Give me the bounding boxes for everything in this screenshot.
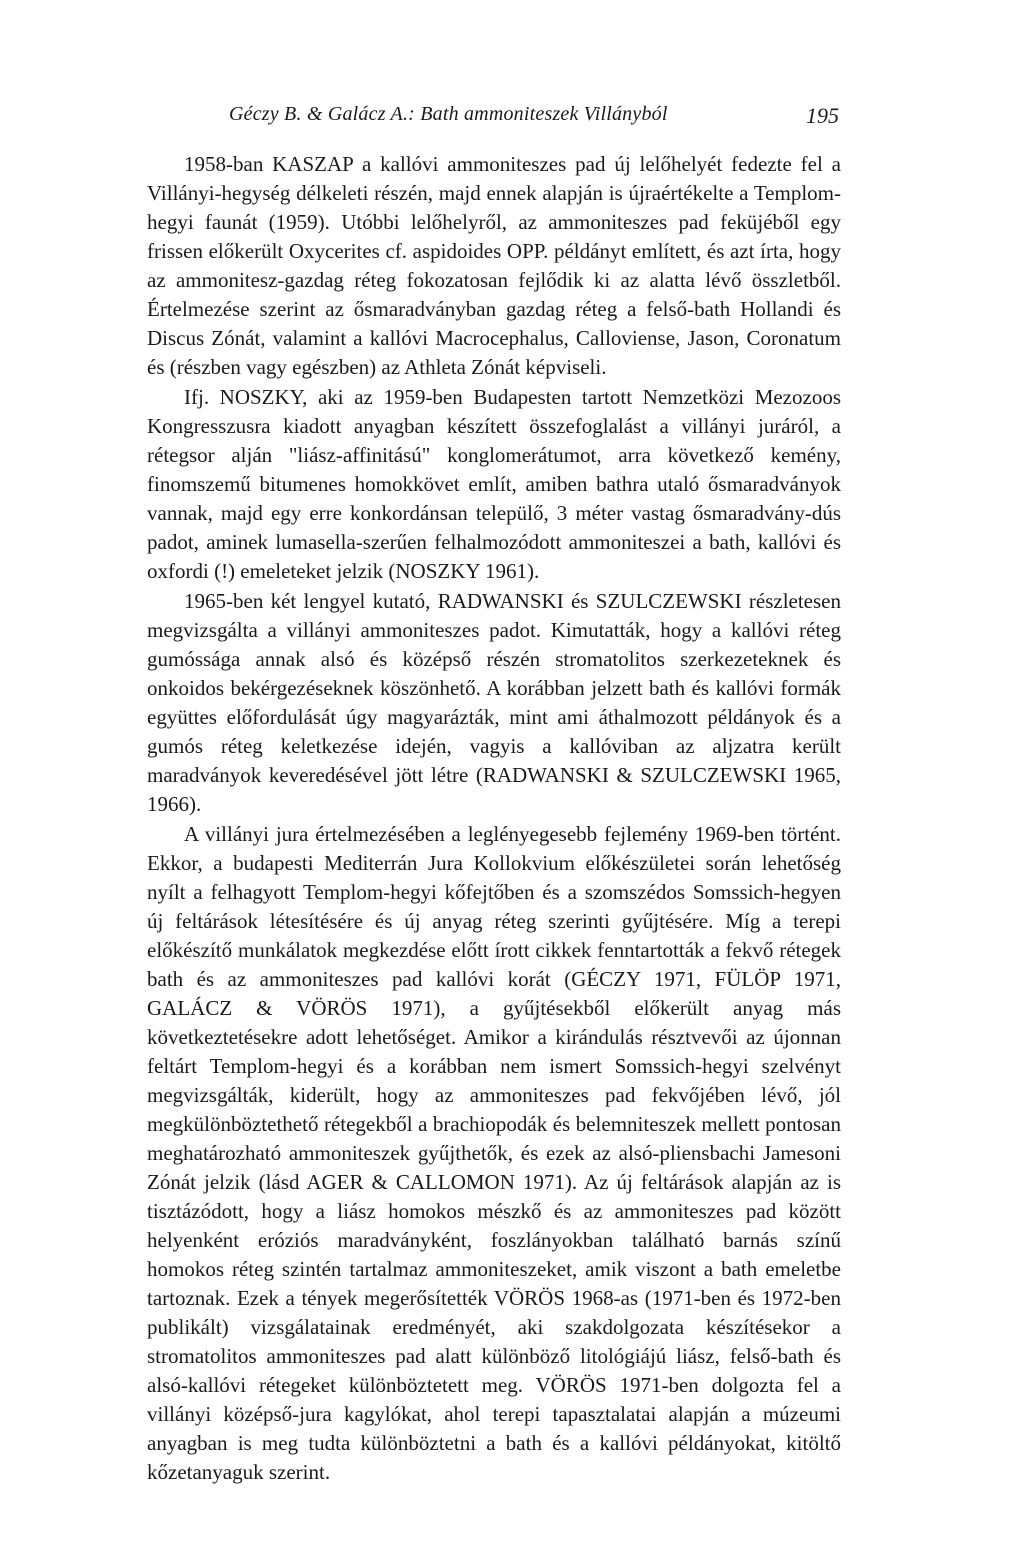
- paragraph-1: 1958-ban KASZAP a kallóvi ammoniteszes pad új lelőhelyét fedezte fel a Villányi-hegység délkeleti részén, majd ennek alapján is újraértékelte a Templom-hegyi faunát (1959). Utóbbi lelőhelyről, az ammoniteszes pad feküjéből egy frissen előkerült Oxycerites cf. aspidoides OPP. példányt említett, és azt írta, hogy az ammonitesz-gazdag réteg fokozatosan fejlődik ki az alatta lévő összletből. Értelmezése szerint az ősmaradványban gazdag réteg a felső-bath Hollandi és Discus Zónát, valamint a kallóvi Macrocephalus, Calloviense, Jason, Coronatum és (részben vagy egészben) az Athleta Zónát képviseli.: [147, 152, 841, 379]
- paragraph-2: Ifj. NOSZKY, aki az 1959-ben Budapesten tartott Nemzetközi Mezozoos Kongresszusra kiadott anyagban készített összefoglalást a villányi juráról, a rétegsor alján "liász-affinitású" konglomerátumot, arra következő kemény, finomszemű bitumenes homokkövet említ, amiben bathra utaló ősmaradványok vannak, majd egy erre konkordánsan települő, 3 méter vastag ősmaradvány-dús padot, aminek lumasella-szerűen felhalmozódott ammoniteszei a bath, kallóvi és oxfordi (!) emeleteket jelzik (NOSZKY 1961).: [147, 385, 841, 583]
- body-text: [147, 150, 841, 1488]
- page-header: [229, 103, 839, 133]
- running-head: Géczy B. & Galácz A.: Bath ammoniteszek Villányból: [229, 103, 668, 125]
- paragraph-3: 1965-ben két lengyel kutató, RADWANSKI és SZULCZEWSKI részletesen megvizsgálta a villányi ammoniteszes padot. Kimutatták, hogy a kallóvi réteg gumóssága annak alsó és középső részén stromatolitos szerkezeteknek és onkoidos bekérgezéseknek köszönhető. A korábban jelzett bath és kallóvi formák együttes előfordulását úgy magyarázták, mint ami áthalmozott példányok és a gumós réteg keletkezése idején, vagyis a kallóviban az aljzatra került maradványok keveredésével jött létre (RADWANSKI & SZULCZEWSKI 1965, 1966).: [147, 589, 841, 816]
- page-number: 195: [806, 103, 839, 128]
- paragraph-4: A villányi jura értelmezésében a leglényegesebb fejlemény 1969-ben történt. Ekkor, a budapesti Mediterrán Jura Kollokvium előkészületei során lehetőség nyílt a felhagyott Templom-hegyi kőfejtőben és a szomszédos Somssich-hegyen új feltárások létesítésére és új anyag réteg szerinti gyűjtésére. Míg a terepi előkészítő munkálatok megkezdése előtt írott cikkek fenntartották a fekvő rétegek bath és az ammoniteszes pad kallóvi korát (GÉCZY 1971, FÜLÖP 1971, GALÁCZ & VÖRÖS 1971), a gyűjtésekből előkerült anyag más következtetésekre adott lehetőséget. Amikor a kirándulás résztvevői az újonnan feltárt Templom-hegyi és a korábban nem ismert Somssich-hegyi szelvényt megvizsgálták, kiderült, hogy az ammoniteszes pad fekvőjében lévő, jól megkülönböztethető rétegekből a brachiopodák és belemniteszek mellett pontosan meghatározható ammoniteszek gyűjthetők, és ezek az alsó-pliensbachi Jamesoni Zónát jelzik (lásd AGER & CALLOMON 1971). Az új feltárások alapján az is tisztázódott, hogy a liász homokos mészkő és az ammoniteszes pad között helyenként eróziós maradványként, foszlányokban található barnás színű homokos réteg szintén tartalmaz ammoniteszeket, amik viszont a bath emeletbe tartoznak. Ezek a tények megerősítették VÖRÖS 1968-as (1971-ben és 1972-ben publikált) vizsgálatainak eredményét, aki szakdolgozata készítésekor a stromatolitos ammoniteszes pad alatt különböző litológiájú liász, felső-bath és alsó-kallóvi rétegeket különböztetett meg. VÖRÖS 1971-ben dolgozta fel a villányi középső-jura kagylókat, ahol terepi tapasztalatai alapján a múzeumi anyagban is meg tudta különböztetni a bath és a kallóvi példányokat, kitöltő kőzetanyaguk szerint.: [147, 822, 841, 1484]
